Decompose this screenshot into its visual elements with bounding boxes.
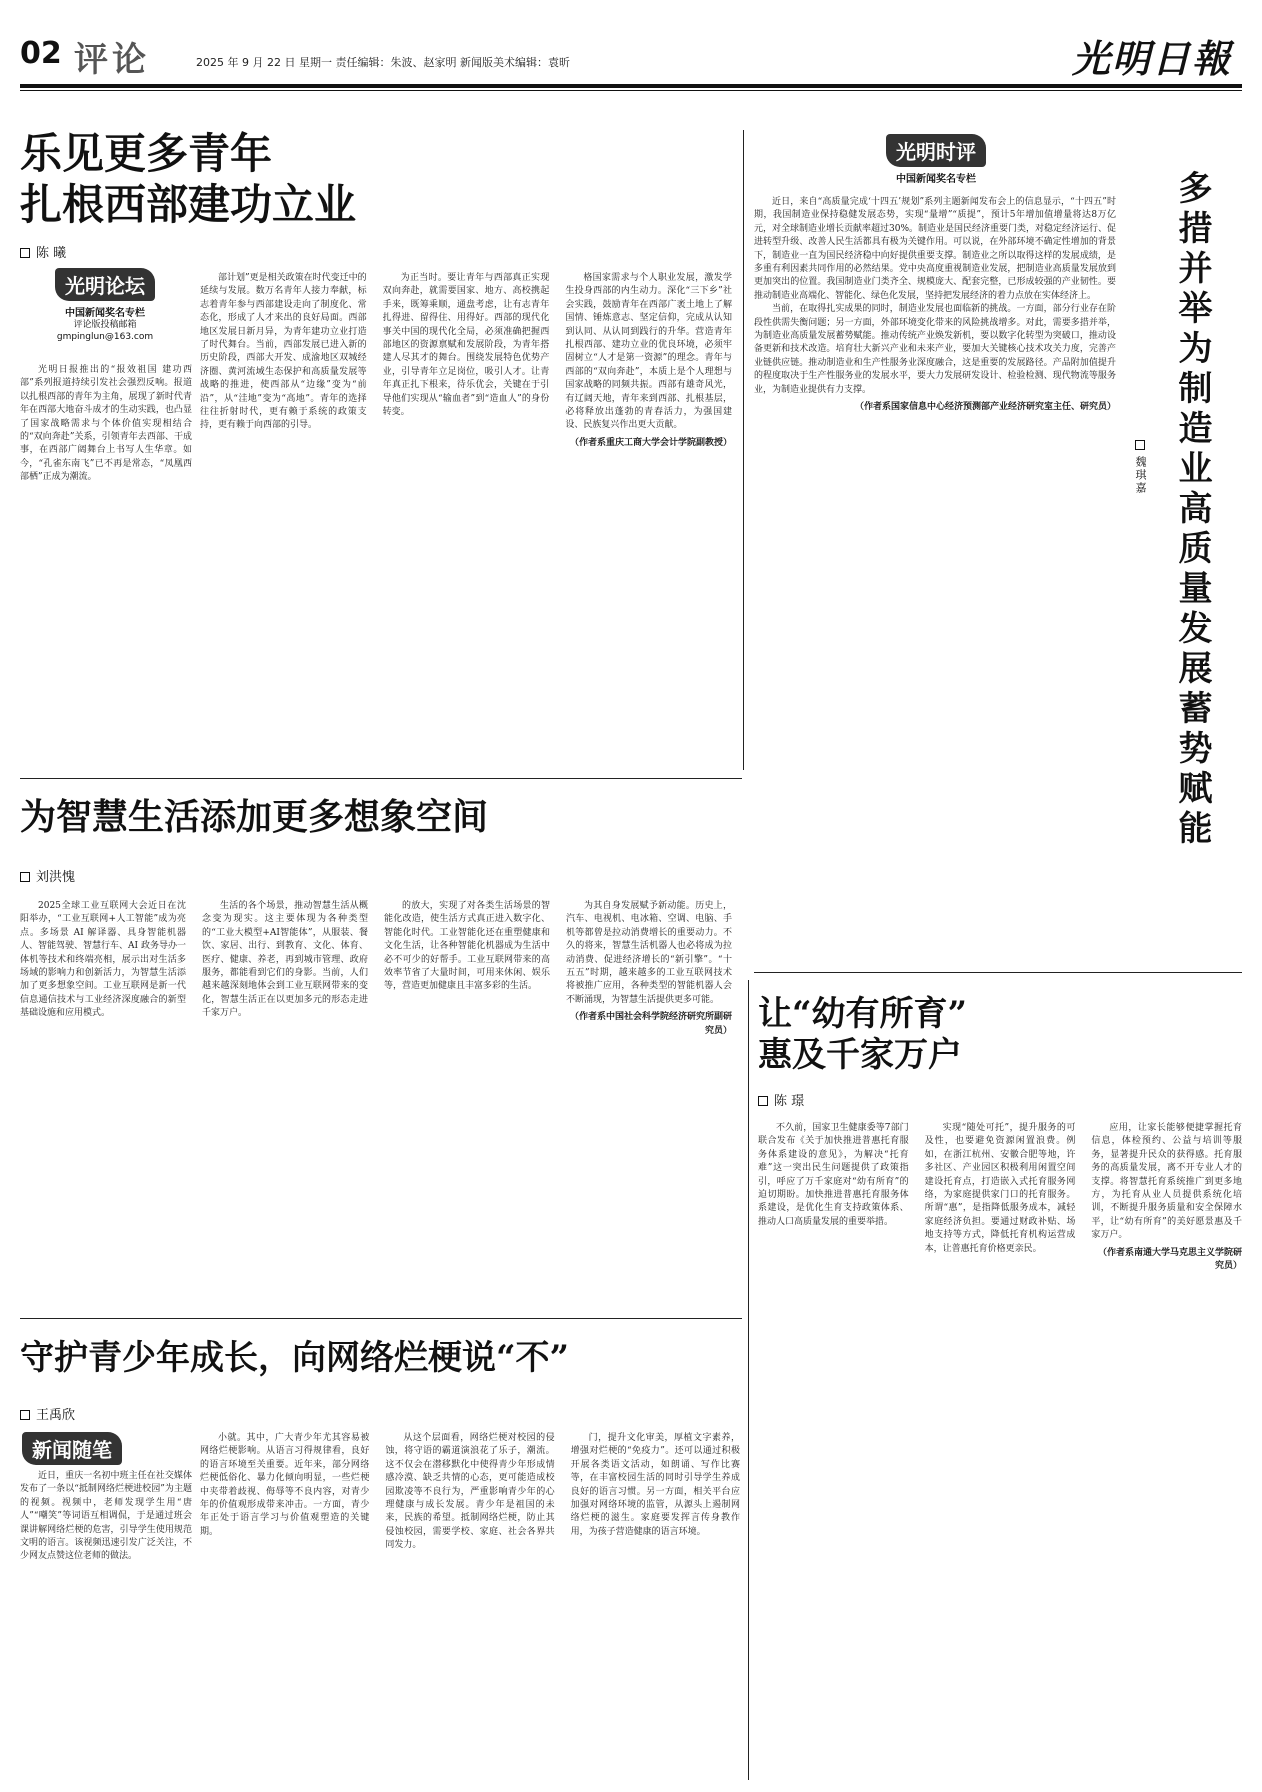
article1-col1-wrap [20,364,192,764]
article1-headline [20,128,356,230]
article4-columns [758,1122,1242,1782]
article4-title-line1: 让“幼有所育” [758,994,968,1034]
article4-headline [758,994,967,1077]
section-name: 评论 [74,40,150,80]
article3-byline [20,866,75,885]
byline-text: 陈 曦 [36,246,67,261]
paragraph: 部计划”更是相关政策在时代变迁中的延续与发展。数万名青年人接力奉献，标志着青年参与西部建设走向了制度化、常态化，形成了人才来出的良好局面。西部地区发展日新月异，为青年建功立业打造了时代舞台。当前，西部发展已进入新的历史阶段，西部大开发、成渝地区双城经济圈、黄河流域生态保护和高质量发展等战略的推进，使西部从“边缘”变为“前沿”，从“洼地”变为“高地”。青年的选择往往折射时代，更有赖于系统的政策支持，更有赖于向西部的引导。 [200,273,367,431]
badge-title: 新闻随笔 [22,1432,122,1465]
column-divider [748,980,749,1780]
article4-col1 [758,1122,909,1782]
article1-title-line2: 扎根西部建功立业 [20,180,357,230]
article1-author: （作者系重庆工商大学会计学院副教授） [570,437,733,448]
article3-col3 [384,900,550,1310]
masthead [20,14,1242,96]
badge-subtitle: 中国新闻奖名专栏 [65,308,145,319]
paragraph: 应用，让家长能够便捷掌握托育信息，体检预约、公益与培训等服务，显著提升民众的获得感。托育服务的高质量发展，离不开专业人才的支撑。将智慧托育系统推广到更多地方，为托育从业人员提供系统化培训，不断提升服务质量和安全保障水平，让“幼有所育”的美好愿景惠及千家万户。 [1091,1123,1243,1241]
badge-title: 光明时评 [886,134,986,167]
date-line: 2025 年 9 月 22 日 星期一 责任编辑：朱波、赵家明 新闻版美术编辑：袁昕 [196,56,570,69]
section-divider [754,972,1242,973]
mail-address: gmpinglun@163.com [56,332,154,342]
paragraph: 实现“随处可托”，提升服务的可及性，也要避免资源闲置浪费。例如，在浙江杭州、安徽合肥等地，许多社区、产业园区积极利用闲置空间建设托育点，打造嵌入式托育服务网络，为家庭提供家门口的托育服务。所谓“惠”，是指降低服务成本，减轻家庭经济负担。要通过财政补贴、场地支持等方式，降低托育机构运营成本，让普惠托育价格更亲民。 [924,1123,1076,1254]
byline-box-icon [20,1410,30,1420]
paragraph: 从这个层面看，网络烂梗对校园的侵蚀，将守语的霸道演浪花了乐子，潮流。这不仅会在潜移默化中使得青少年形成情感冷漠、缺乏共情的心态，更可能造成校园欺凌等不良行为，严重影响青少年的心理健康与成长发展。青少年是祖国的未来，民族的希望。抵制网络烂梗，防止其侵蚀校园，需要学校、家庭、社会各界共同发力。 [385,1433,555,1551]
article2-column-badge [866,134,1006,185]
article1-col4 [565,272,732,764]
paragraph: 光明日报推出的“报效祖国 建功西部”系列报道持续引发社会强烈反响。报道以扎根西部的青年为主角，展现了新时代青年在西部大地奋斗成才的生动实践，也凸显了国家战略需求与个体价值实现相结合的“双向奔赴”关系，引领青年去西部、干成事，在西部广阔舞台上书写人生华章。如今，“孔雀东南飞”已不再是常态，“凤凰西部栖”正成为潮流。 [20,365,192,483]
article3-col2 [202,900,368,1310]
masthead-rule [20,84,1242,88]
paragraph: 近日，来自“高质量完成‘十四五’规划”系列主题新闻发布会上的信息显示，“十四五”时期，我国制造业保持稳健发展态势，实现“量增”“质提”，预计5年增加值增量将达8万亿元，对全球制造业增长贡献率超过30%。制造业是国民经济重要门类，对稳定经济运行、促进转型升级、改善人民生活都具有极为关键作用。可以说，在外部环境不确定性增加的背景下，制造业一直为国民经济稳中向好提供重要支撑。制造业之所以取得这样的发展成绩，是多重有利因素共同作用的必然结果。党中央高度重视制造业发展，把制造业高质量发展放到更加突出的位置。我国制造业门类齐全、规模庞大、配套完整，已形成较强的产业韧性。要推动制造业高端化、智能化、绿色化发展，坚持把发展经济的着力点放在实体经济上。 [754,197,1116,301]
paragraph: 格国家需求与个人职业发展，激发学生投身西部的内生动力。深化“三下乡”社会实践，鼓励青年在西部广袤土地上了解国情、锤炼意志、坚定信仰，完成从认知到认同、从认同到践行的升华。营造青年扎根西部、建功立业的优良环境，必须牢固树立“人才是第一资源”的理念。青年与西部的“双向奔赴”，本质上是个人理想与国家战略的同频共振。西部有雄奇风光，有辽阔天地，青年来到西部、扎根基层，必将释放出蓬勃的青春活力，为强国建设、民族复兴作出更大贡献。 [565,273,733,431]
paragraph: 当前，在取得扎实成果的同时，制造业发展也面临新的挑战。一方面，部分行业存在阶段性供需失衡问题；另一方面，外部环境变化带来的风险挑战增多。对此，需要多措并举，为制造业高质量发展蓄势赋能。推动传统产业焕发新机，要以数字化转型为突破口，推动设备更新和技术改造。培育壮大新兴产业和未来产业，要加大关键核心技术攻关力度，完善产业链供应链。推动制造业和生产性服务业深度融合，这是重要的发展路径。产品附加值提升的程度取决于生产性服务业的发展水平，要大力发展研发设计、检验检测、现代物流等服务业，为制造业提供有力支撑。 [754,304,1116,395]
article3-headline: 为智慧生活添加更多想象空间 [20,796,489,838]
article3-columns [20,900,732,1310]
paragraph: 不久前，国家卫生健康委等7部门联合发布《关于加快推进普惠托育服务体系建设的意见》，为解决“托育难”这一突出民生问题提供了政策指引，呼应了万千家庭对“幼有所育”的迫切期盼。加快推进普惠托育服务体系建设，是优化生育支持政策体系、推动人口高质量发展的重要举措。 [758,1123,909,1227]
byline-text: 魏琪嘉 [1134,456,1147,495]
paragraph: 为其自身发展赋予新动能。历史上，汽车、电视机、电冰箱、空调、电脑、手机等都曾是拉动消费增长的重要动力。不久的将来，智慧生活机器人也必将成为拉动消费、促进经济增长的“新引擎”。“十五五”时期，越来越多的工业互联网技术将被推广应用，各种类型的智能机器人会不断涌现，为智慧生活提供更多可能。 [566,901,732,1005]
article3-author: （作者系中国社会科学院经济研究所副研究员） [569,1012,732,1036]
byline-box-icon [20,872,30,882]
paragraph: 为正当时。要让青年与西部真正实现双向奔赴，就需要国家、地方、高校携起手来，既筹乘顺，通盘考虑，让有志青年扎得进、留得住、用得好。西部的现代化事关中国的现代化全局，必须准确把握西部地区的资源禀赋和发展阶段，为青年搭建人尽其才的舞台。围绕发展特色优势产业，引导青年立足岗位，吸引人才。让青年真正扎下根来，待乐优会，关键在于引导他们实现从“输血者”到“造血人”的身份转变。 [382,273,550,418]
article2-headline: 多措并举为制造业高质量发展蓄势赋能 [1172,170,1212,850]
paragraph: 门，提升文化审美，厚植文字素养，增强对烂梗的“免疫力”。还可以通过积极开展各类语文活动，如朗诵、写作比赛等，在丰富校园生活的同时引导学生养成良好的语言习惯。另一方面，相关平台应加强对网络环境的监管，从源头上遏制网络烂梗的滋生。家庭要发挥言传身教作用，为孩子营造健康的语言环境。 [570,1433,740,1537]
byline-text: 陈 璟 [774,1094,805,1109]
article2-author: （作者系国家信息中心经济预测部产业经济研究室主任、研究员） [854,402,1116,413]
article4-byline [758,1090,804,1109]
article4-col2 [925,1122,1076,1782]
section-divider [20,1318,742,1319]
article5-col1-wrap [20,1470,192,1782]
article5-col1 [20,1470,192,1782]
article1-columns [200,272,732,764]
byline-box-icon [758,1096,768,1106]
article1-title-line1: 乐见更多青年 [20,129,273,178]
article4-col3 [1091,1122,1242,1782]
paragraph: 生活的各个场景，推动智慧生活从概念变为现实。这主要体现为各种类型的“工业大模型+AI智能体”，从服装、餐饮、家居、出行、到教育、文化、体育、医疗、健康、养老，再到城市管理、政府服务，都能看到它们的身影。当前，人们越来越深刻地体会到工业互联网带来的变化，智慧生活正在以更加多元的形态走进千家万户。 [202,901,368,1019]
article5-columns [200,1432,740,1782]
paragraph: 小就。其中，广大青少年尤其容易被网络烂梗影响。从语言习得规律看，良好的语言环境至关重要。近年来，部分网络烂梗低俗化、暴力化倾向明显，一些烂梗中夹带着歧视、侮辱等不良内容，对青少年的价值观形成带来冲击。一方面，青少年正处于语言学习与价值观塑造的关键期。 [200,1433,370,1537]
article1-col1 [20,364,192,764]
article3-col4 [566,900,732,1310]
article5-col3 [385,1432,554,1782]
byline-text: 刘洪愧 [36,870,76,885]
article1-byline [20,242,66,261]
masthead-rule-thin [20,90,1242,91]
article3-col1 [20,900,186,1310]
page-number: 02 [20,36,62,71]
article5-col2 [200,1432,369,1782]
article4-title-line2: 惠及千家万户 [758,1035,962,1076]
byline-box-icon [1135,440,1145,450]
article2-columns [754,196,1116,956]
article4-author: （作者系南通大学马克思主义学院研究员） [1098,1247,1243,1272]
article1-col2 [200,272,367,764]
badge-title: 光明论坛 [55,268,155,301]
section-divider [20,778,742,779]
article5-byline [20,1404,75,1423]
column-divider [743,130,744,770]
article5-headline: 守护青少年成长，向网络烂梗说“不” [20,1338,570,1378]
newspaper-logo: 光明日報 [1071,36,1232,81]
byline-text: 王禹欣 [36,1408,76,1423]
article1-col3 [383,272,550,764]
mail-label: 评论版投稿邮箱 [73,320,137,330]
article2-col1 [754,196,1116,956]
badge-subtitle: 中国新闻奖名专栏 [896,174,976,185]
article5-col4 [571,1432,740,1782]
article2-byline [1132,440,1148,495]
paragraph: 近日，重庆一名初中班主任在社交媒体发布了一条以“抵制网络烂梗进校园”为主题的视频。视频中，老师发现学生用“唐人”“嘲笑”等词语互相调侃，于是通过班会课讲解网络烂梗的危害，引导学生使用规范文明的语言。该视频迅速引发广泛关注，不少网友点赞这位老师的做法。 [20,1471,192,1562]
paragraph: 2025全球工业互联网大会近日在沈阳举办，“工业互联网+人工智能”成为亮点。多场景 AI 解译器、具身智能机器人、智能驾驶、智慧行车、AI 政务导办一体机等技术和终端亮相，展示出对生活多场域的影响力和创新活力，为智慧生活添加了更多想象空间。工业互联网是新一代信息通信技术与工业经济深度融合的新型基础设施和应用模式。 [20,901,186,1019]
article5-column-badge [22,1432,122,1465]
byline-box-icon [20,248,30,258]
paragraph: 的放大，实现了对各类生活场景的智能化改造，使生活方式真正进入数字化、智能化时代。工业智能化还在重塑健康和文化生活，让各种智能化机器成为生活中必不可少的好帮手。工业互联网带来的高效率节省了大量时间，可用来休闲、娱乐等，营造更加健康且丰富多彩的生活。 [384,901,550,992]
article1-column-badge [44,268,166,343]
